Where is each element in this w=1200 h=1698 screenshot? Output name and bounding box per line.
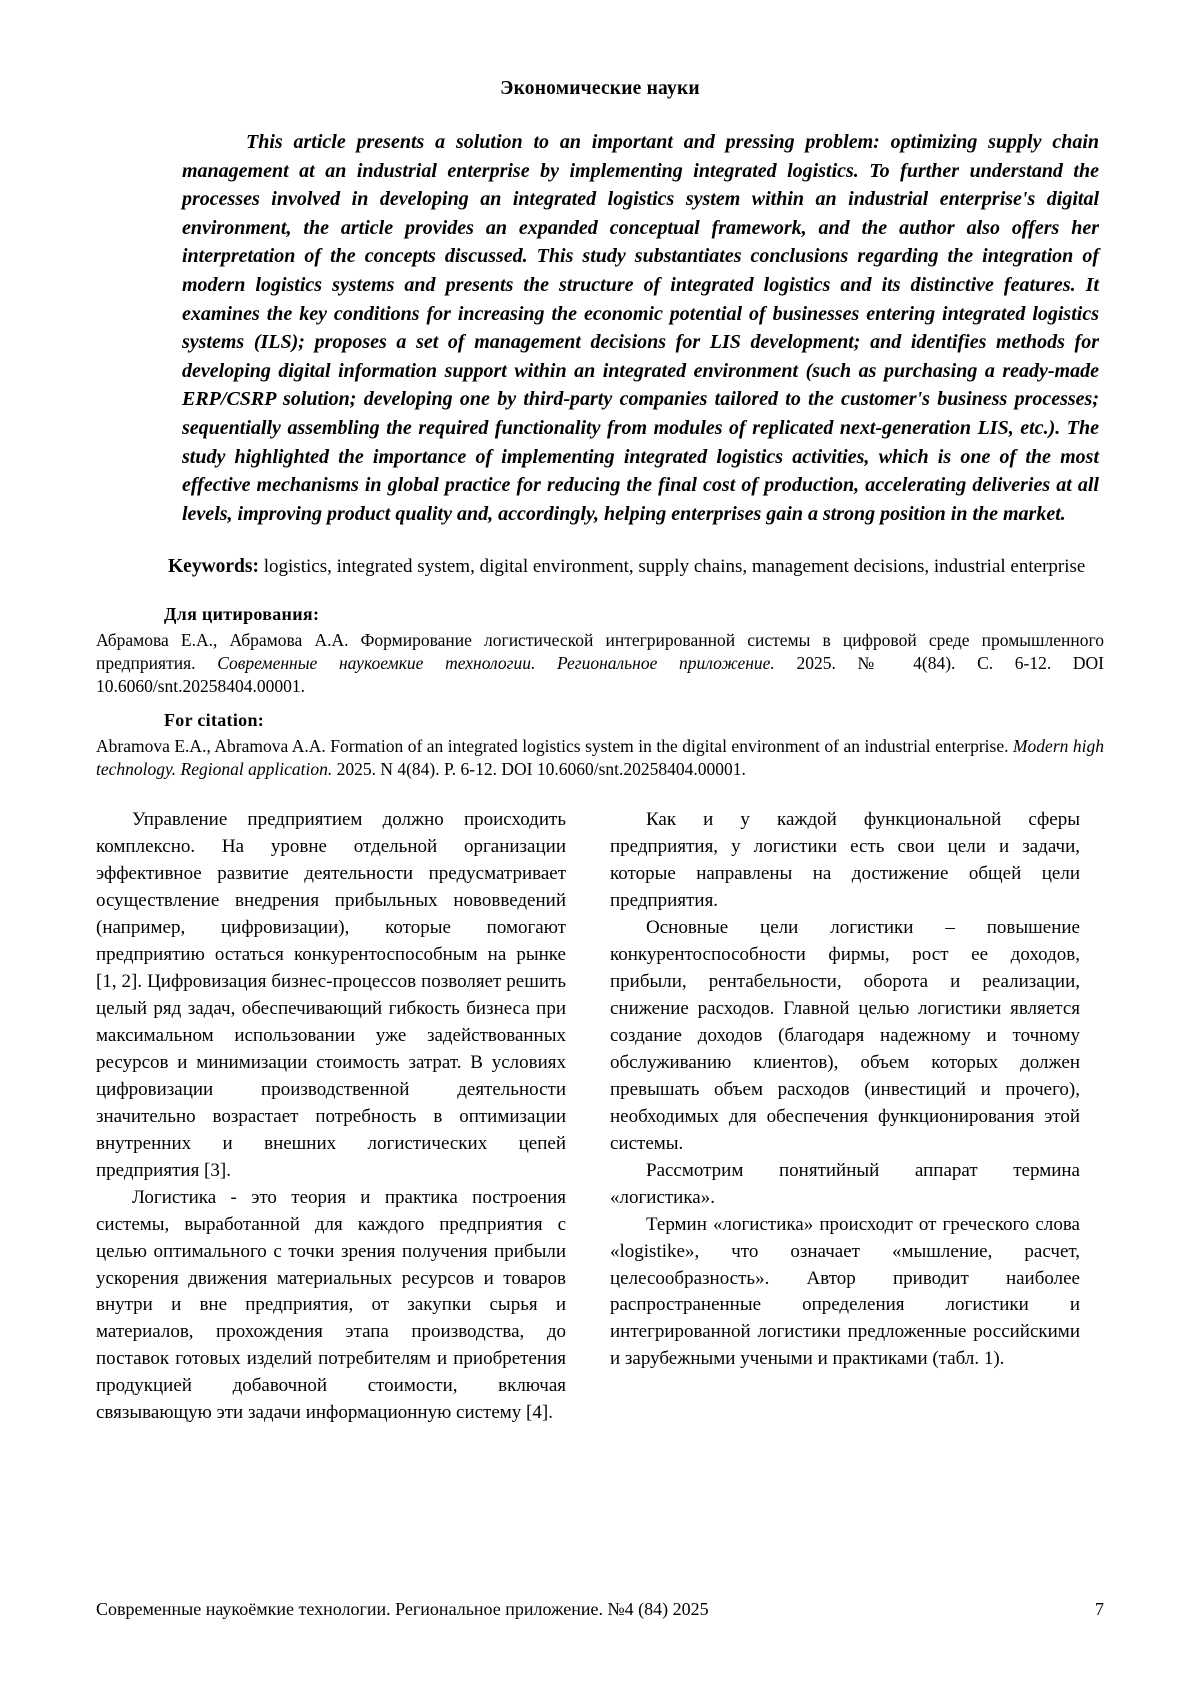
body-paragraph: Управление предприятием должно происходить комплексно. На уровне отдельной организации эффективное развитие деятельности предусматривает осуществление внедрения прибыльных нововведений (например, цифровизации), которые помогают предприятию остаться конкурентоспособным на рынке [1, 2]. Цифровизация бизнес-процессов позволяет решить целый ряд задач, обеспечивающий гибкость бизнеса при максимальном использовании уже задействованных ресурсов и минимизации стоимость затрат. В условиях цифровизации производственной деятельности значительно возрастает потребность в оптимизации внутренних и внешних логистических цепей предприятия [3]. [96,809,566,1181]
body-paragraph: Как и у каждой функциональной сферы предприятия, у логистики есть свои цели и задачи, которые направлены на достижение общей цели предприятия. [610,809,1080,911]
body-columns [96,807,1104,1427]
right-column [610,807,1080,1427]
footer-page-number: 7 [1095,1599,1104,1619]
keywords-block [96,554,1104,581]
citation-ru-tail: 2025. № 4(84). С. 6-12. DOI 10.6060/snt.20258404.00001. [96,653,1104,697]
keywords-text: logistics, integrated system, digital environment, supply chains, management decisions, industrial enterprise [263,556,1086,578]
citation-en-tail: 2025. N 4(84). P. 6-12. DOI 10.6060/snt.20258404.00001. [336,758,746,779]
keywords-label: Keywords: [168,556,259,578]
citation-en-source: Modern high technology. Regional application. [96,735,1105,779]
citation-ru-authors: Абрамова Е.А., Абрамова А.А. Формирование логистической интегрированной системы в цифровой среде промышленного предприятия. [96,629,1104,674]
body-paragraph: Термин «логистика» происходит от греческого слова «logistike», что означает «мышление, расчет, целесообразность». Автор приводит наиболее распространенные определения логистики и интегрированной логистики предложенные российскими и зарубежными учеными и практиками (табл. 1). [610,1213,1080,1370]
citation-ru-text [96,629,1104,699]
abstract-text: This article presents a solution to an important and pressing problem: optimizing supply chain management at an industrial enterprise by implementing integrated logistics. To further understand the processes involved in developing an integrated logistics system within an industrial enterprise's digital environment, the article provides an expanded conceptual framework, and the author also offers her interpretation of the concepts discussed. This study substantiates conclusions regarding the integration of modern logistics systems and presents the structure of integrated logistics and its distinctive features. It examines the key conditions for increasing the economic potential of businesses entering integrated logistics systems (ILS); proposes a set of management decisions for LIS development; and identifies methods for developing digital information support within an integrated environment (such as purchasing a ready-made ERP/CSRP solution; developing one by third-party companies tailored to the customer's business processes; sequentially assembling the required functionality from modules of replicated next-generation LIS, etc.). The study highlighted the importance of implementing integrated logistics activities, which is one of the most effective mechanisms in global practice for reducing the final cost of production, accelerating deliveries at all levels, improving product quality and, accordingly, helping enterprises gain a strong position in the market. [182,131,1099,525]
citation-ru-block [96,603,1104,699]
citation-en-text [96,735,1104,782]
page-footer [96,1599,1104,1620]
footer-journal: Современные наукоёмкие технологии. Региональное приложение. №4 (84) 2025 [96,1599,709,1619]
citation-ru-source: Современные наукоемкие технологии. Региональное приложение. [217,653,775,674]
left-column [96,807,566,1427]
citation-en-authors: Abramova E.A., Abramova A.A. Formation of an integrated logistics system in the digital environment of an industrial enterprise. [96,735,1009,756]
abstract-paragraph [182,128,1104,528]
citation-ru-label: Для цитирования: [164,603,320,624]
citation-en-label: For citation: [164,709,265,730]
citation-en-block [96,709,1104,781]
body-paragraph: Рассмотрим понятийный аппарат термина «логистика». [610,1159,1080,1208]
page-title: Экономические науки [500,78,700,99]
body-paragraph: Основные цели логистики – повышение конкурентоспособности фирмы, рост ее доходов, прибыли, рентабельности, оборота и реализации, снижение расходов. Главной целью логистики является создание доходов (благодаря надежному и точному обслуживанию клиентов), объем которых должен превышать объем расходов (инвестиций и прочего), необходимых для обеспечения функционирования этой системы. [610,916,1080,1154]
body-paragraph: Логистика - это теория и практика построения системы, выработанной для каждого предприятия с целью оптимального с точки зрения получения прибыли ускорения движения материальных ресурсов и товаров внутри и вне предприятия, от закупки сырья и материалов, прохождения этапа производства, до поставок готовых изделий потребителям и приобретения продукцией добавочной стоимости, включая связывающую эти задачи информационную систему [4]. [96,1186,566,1424]
